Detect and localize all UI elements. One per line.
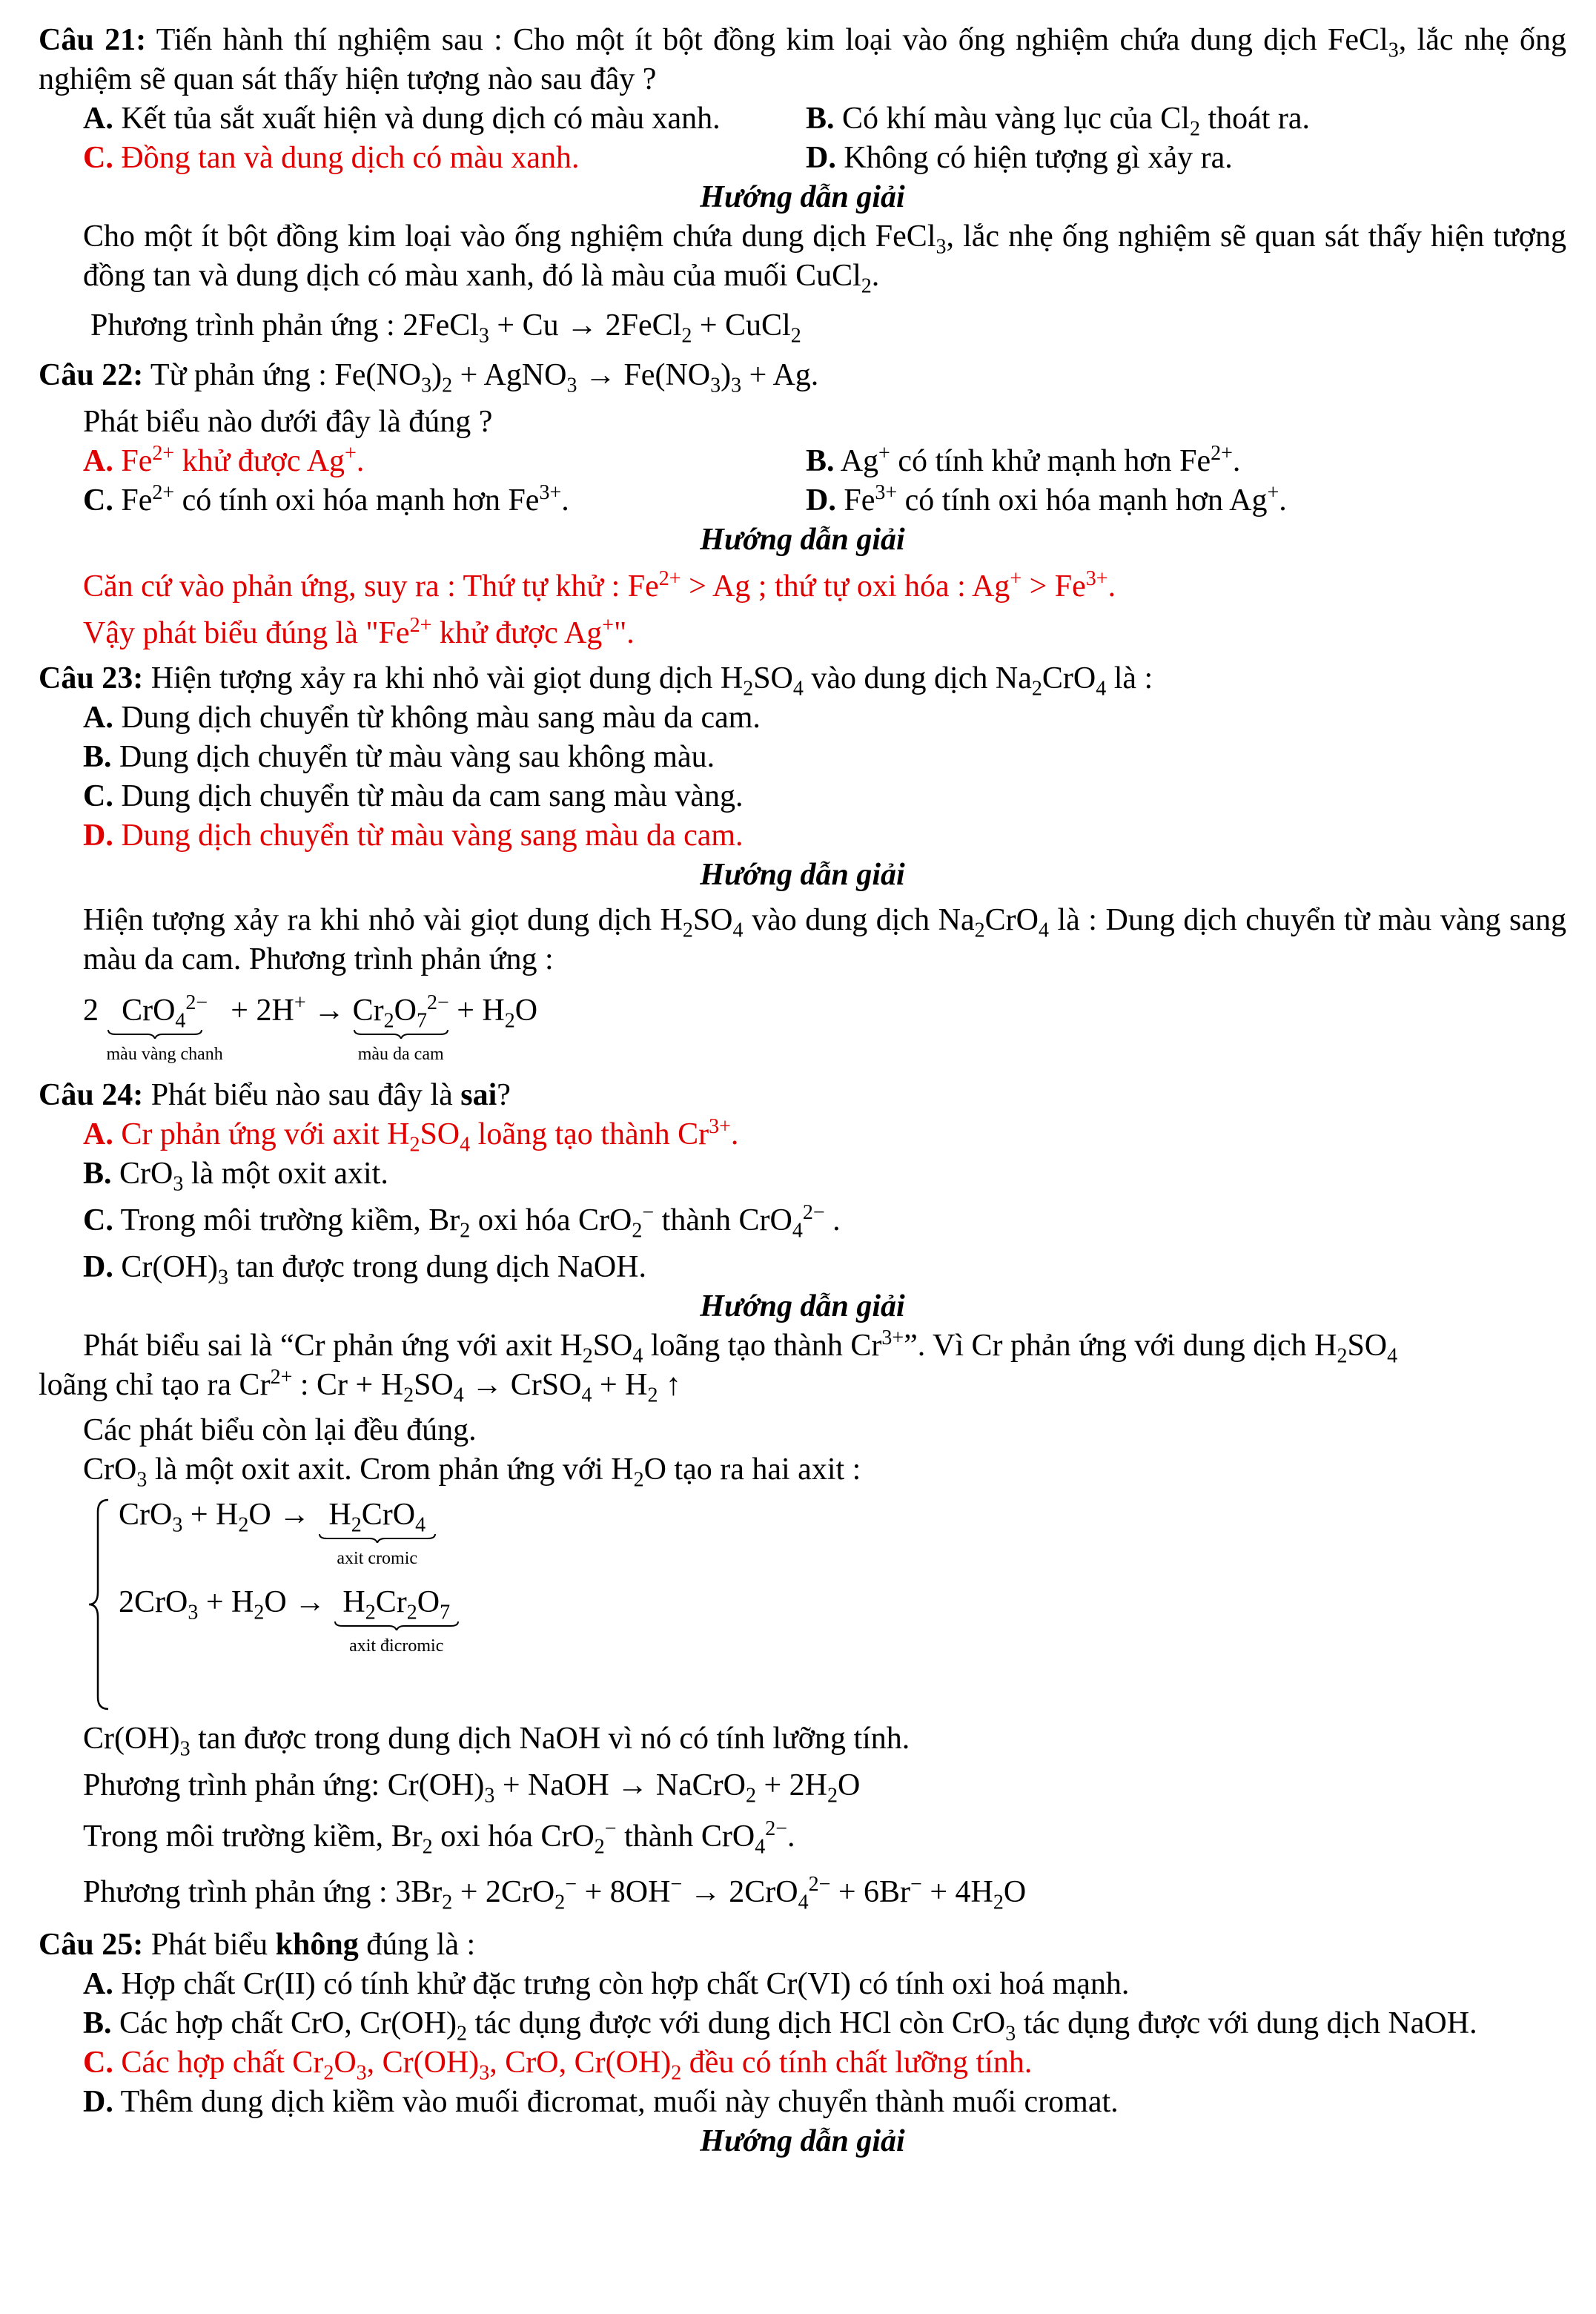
- q22-option-c: C. $Fe^{2+}$ có tính oxi hóa mạnh hơn $Fe^{3+}$.: [83, 481, 569, 518]
- q23-option-a: A. Dung dịch chuyển từ không màu sang màu da cam.: [83, 701, 761, 735]
- q24-reaction-dicromic: $2CrO_3 + H_2O$ → $H_2Cr_2O_7$ axit đicromic: [119, 1584, 460, 1657]
- q23-dichromate-term: $Cr_2O_7^{2-}$ màu da cam: [352, 991, 449, 1064]
- underbrace-icon: [353, 1030, 449, 1039]
- q23-option-b: B. Dung dịch chuyển từ màu vàng sau không màu.: [83, 740, 715, 774]
- q21-guide-heading: Hướng dẫn giải: [700, 180, 905, 214]
- q24-label: Câu 24:: [39, 1078, 144, 1112]
- q24-option-a: A. Cr phản ứng với axit $H_2SO_4$ loãng tạo thành $Cr^{3+}$.: [83, 1115, 739, 1157]
- q23-option-c: C. Dung dịch chuyển từ màu da cam sang màu vàng.: [83, 779, 744, 813]
- q23-label: Câu 23:: [39, 661, 144, 695]
- left-brace-icon: [86, 1497, 113, 1712]
- q24-solution-line1: Phát biểu sai là “Cr phản ứng với axit $H_2SO_4$ loãng tạo thành $Cr^{3+}$”. Vì Cr phản ứng với dung dịch $H_2SO_4$: [83, 1326, 1398, 1368]
- q21-label: Câu 21:: [39, 23, 147, 57]
- q25-label: Câu 25:: [39, 1928, 144, 1962]
- q22-solution-line1: Căn cứ vào phản ứng, suy ra : Thứ tự khử : $Fe^{2+} > Ag$ ; thứ tự oxi hóa : $Ag^+ > Fe^{3+}$.: [83, 567, 1116, 604]
- q24-reaction-cromic: $CrO_3 + H_2O$ → $H_2CrO_4$ axit cromic: [119, 1497, 460, 1570]
- q25-guide-heading: Hướng dẫn giải: [700, 2124, 905, 2158]
- q24-solution-line2: loãng chỉ tạo ra $Cr^{2+}$ : $Cr + H_2SO_4$ → CrSO$_4$ + $H_2$ ↑: [39, 1366, 681, 1407]
- q24-dicromic-term: $H_2Cr_2O_7$ axit đicromic: [334, 1584, 460, 1657]
- q21-stem: Câu 21: Tiến hành thí nghiệm sau : Cho một ít bột đồng kim loại vào ống nghiệm chứa dung dịch FeCl$_3$, lắc nhẹ ống nghiệm sẽ quan sát thấy hiện tượng nào sau đây ?: [39, 23, 1566, 96]
- q25-option-a: A. Hợp chất Cr(II) có tính khử đặc trưng còn hợp chất Cr(VI) có tính oxi hoá mạnh.: [83, 1967, 1130, 2001]
- q21-options-row2: [39, 139, 1566, 178]
- q24-reaction-system: [39, 1497, 1566, 1712]
- q21-equation: Phương trình phản ứng : 2FeCl$_3$ + Cu → 2FeCl$_2$ + CuCl$_2$: [90, 308, 801, 348]
- q24-solution-line3: Các phát biểu còn lại đều đúng.: [83, 1413, 477, 1447]
- q24-cromic-term: $H_2CrO_4$ axit cromic: [318, 1497, 437, 1570]
- q22-option-d: D. $Fe^{3+}$ có tính oxi hóa mạnh hơn Ag+.: [806, 481, 1287, 518]
- q23-option-d: D. Dung dịch chuyển từ màu vàng sang màu da cam.: [83, 819, 744, 853]
- q22-label: Câu 22:: [39, 358, 144, 392]
- q21-option-a: A. Kết tủa sắt xuất hiện và dung dịch có màu xanh.: [83, 102, 721, 136]
- q24-solution-line4: CrO$_3$ là một oxit axit. Crom phản ứng với $H_2O$ tạo ra hai axit :: [83, 1452, 861, 1492]
- q22-options-row2: [39, 481, 1566, 520]
- q24-solution-line6: Phương trình phản ứng: $Cr(OH)_3$ + NaOH → NaCrO$_2$ + $2H_2O$: [83, 1768, 861, 1808]
- q24-solution-line8: Phương trình phản ứng : $3Br_2 + 2CrO_2^- + 8OH^- \to 2CrO_4^{2-} + 6Br^- + 4H_2O$: [83, 1873, 1027, 1914]
- q22-option-b: B. Ag+ có tính khử mạnh hơn $Fe^{2+}$.: [806, 442, 1241, 478]
- q24-solution-line7: Trong môi trường kiềm, $Br_2$ oxi hóa CrO$_2$− thành CrO$_4^{2-}$.: [83, 1817, 795, 1859]
- q25-option-c: C. Các hợp chất $Cr_2O_3$, $Cr(OH)_3$, CrO, $Cr(OH)_2$ đều có tính chất lưỡng tính.: [83, 2046, 1033, 2085]
- q22-option-a: A. $Fe^{2+}$ khử được Ag+.: [83, 442, 365, 478]
- q22-guide-heading: Hướng dẫn giải: [700, 523, 905, 557]
- q24-option-b: B. CrO$_3$ là một oxit axit.: [83, 1157, 388, 1196]
- q22-options-row1: [39, 442, 1566, 481]
- q24-solution-line5: $Cr(OH)_3$ tan được trong dung dịch NaOH vì nó có tính lưỡng tính.: [83, 1722, 910, 1761]
- q22-solution-line2: Vậy phát biểu đúng là "$Fe^{2+}$ khử được Ag+".: [83, 614, 635, 650]
- q22-stem: Câu 22: Từ phản ứng : $Fe(NO_3)_2$ + AgNO$_3$ → $Fe(NO_3)_3 + Ag$.: [39, 358, 819, 397]
- q24-option-c: C. Trong môi trường kiềm, $Br_2$ oxi hóa CrO$_2$− thành CrO$_4^{2-}$ .: [83, 1201, 841, 1243]
- q21-option-c: C. Đồng tan và dung dịch có màu xanh.: [83, 141, 580, 175]
- q23-stem: Câu 23: Hiện tượng xảy ra khi nhỏ vài giọt dung dịch $H_2SO_4$ vào dung dịch $Na_2CrO_4$ là :: [39, 661, 1153, 701]
- q22-question: Phát biểu nào dưới đây là đúng ?: [83, 405, 493, 439]
- q23-guide-heading: Hướng dẫn giải: [700, 858, 905, 892]
- q21-options-row1: [39, 99, 1566, 139]
- q23-equation: 2 CrO$_4^{2-}$ màu vàng chanh + 2H+ → $Cr_2O_7^{2-}$ màu da cam + $H_2O$: [83, 991, 538, 1064]
- q24-guide-heading: Hướng dẫn giải: [700, 1289, 905, 1323]
- q25-option-d: D. Thêm dung dịch kiềm vào muối đicromat, muối này chuyển thành muối cromat.: [83, 2085, 1119, 2119]
- q25-stem: Câu 25: Phát biểu không đúng là :: [39, 1928, 476, 1962]
- q24-option-d: D. $Cr(OH)_3$ tan được trong dung dịch NaOH.: [83, 1250, 647, 1289]
- q21-option-b: B. Có khí màu vàng lục của $Cl_2$ thoát ra.: [806, 102, 1311, 141]
- q23-solution: Hiện tượng xảy ra khi nhỏ vài giọt dung dịch $H_2SO_4$ vào dung dịch $Na_2CrO_4$ là : Dung dịch chuyển từ màu vàng sang màu da cam. Phương trình phản ứng :: [83, 903, 1566, 976]
- q21-option-d: D. Không có hiện tượng gì xảy ra.: [806, 141, 1233, 175]
- q25-option-b: B. Các hợp chất CrO, $Cr(OH)_2$ tác dụng được với dung dịch HCl còn CrO$_3$ tác dụng được với dung dịch NaOH.: [83, 2006, 1477, 2046]
- q23-chromate-term: CrO$_4^{2-}$ màu vàng chanh: [106, 991, 223, 1064]
- q21-solution: Cho một ít bột đồng kim loại vào ống nghiệm chứa dung dịch FeCl$_3$, lắc nhẹ ống nghiệm sẽ quan sát thấy hiện tượng đồng tan và dung dịch có màu xanh, đó là màu của muối CuCl$_2$.: [83, 219, 1567, 298]
- q24-stem: Câu 24: Phát biểu nào sau đây là sai?: [39, 1078, 511, 1112]
- underbrace-icon: [107, 1030, 203, 1039]
